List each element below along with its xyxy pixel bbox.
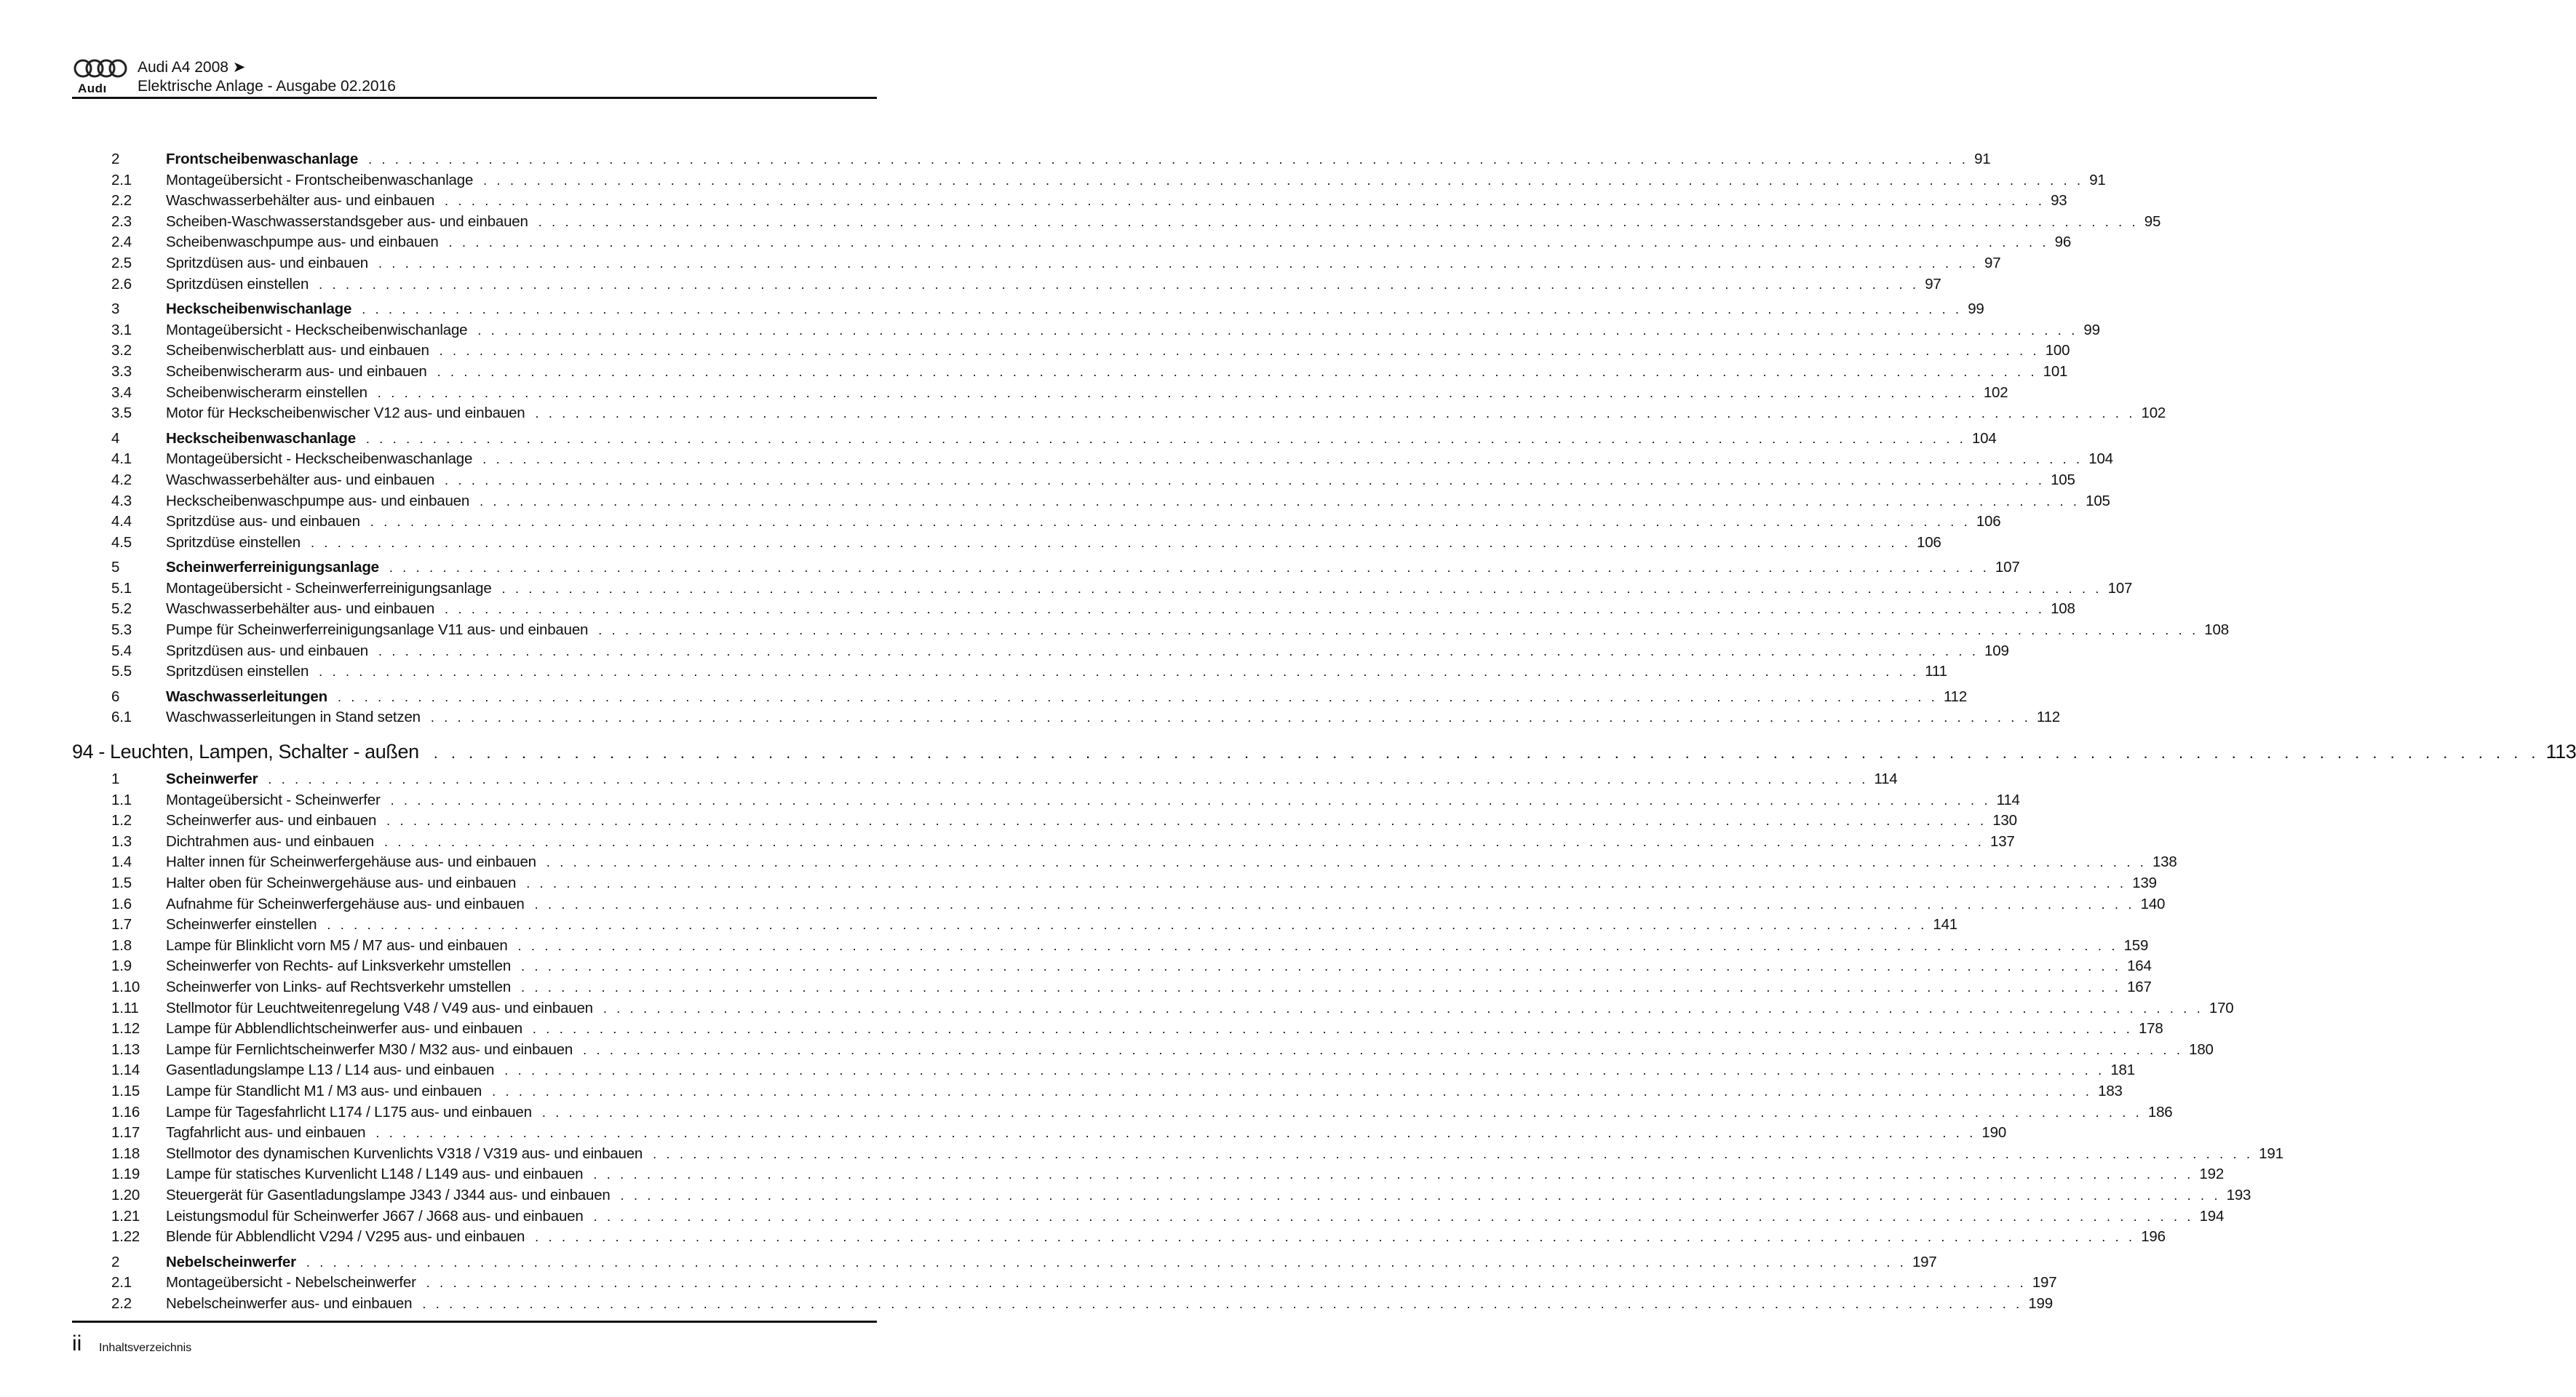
toc-entry-number: 1.8	[111, 936, 132, 954]
toc-entry-title: Scheinwerfer	[166, 771, 258, 788]
dot-leader: . . . . . . . . . . . . . . . . . . . . . . . . . . . . . . . . . . . . . . . . . . . . . . . . . . . . . . . . . . . . . . . . . . . . . . . . . . . . . . . . . . . . . . . . . . . . . . . . . . . . . . . . . . . . . . . . . . . . . . . .	[546, 855, 2147, 870]
toc-entry[interactable]	[72, 998, 2234, 1019]
toc-entry-title: Montageübersicht - Scheinwerfer	[166, 791, 381, 808]
toc-entry-page: 105	[2051, 471, 2075, 488]
toc-entry[interactable]	[72, 491, 2110, 512]
toc-entry-page: 197	[1912, 1253, 1937, 1270]
dot-leader: . . . . . . . . . . . . . . . . . . . . . . . . . . . . . . . . . . . . . . . . . . . . . . . . . . . . . . . . . . . . . . . . . . . . . . . . . . . . . . . . . . . . . . . . . . . . . . . . . . . . . . . . . . . . . . . . . . . . . . . .	[535, 1230, 2136, 1245]
toc-entry-number: 1.20	[111, 1186, 140, 1203]
toc-entry-number: 1.18	[111, 1145, 140, 1162]
toc-entry[interactable]	[72, 212, 2161, 233]
dot-leader: . . . . . . . . . . . . . . . . . . . . . . . . . . . . . . . . . . . . . . . . . . . . . . . . . . . . . . . . . . . . . . . . . . . . . . . . . . . . . . . . . . . . . . . . . . . . . . . . . . . . . . . . . . . . . . . . . . . . . . . .	[368, 152, 1969, 167]
toc-entry-number: 1.9	[111, 958, 132, 975]
toc-entry-page: 180	[2189, 1040, 2214, 1058]
toc-entry-page: 194	[2199, 1207, 2225, 1225]
dot-leader: . . . . . . . . . . . . . . . . . . . . . . . . . . . . . . . . . . . . . . . . . . . . . . . . . . . . . . . . . . . . . . . . . . . . . . . . . . . . . . . . . . . . . . . . . . . . . . . . . . . . . . . . . . . . . . . . . . . . . . . .	[653, 1146, 2254, 1161]
footer-page-number: ii	[72, 1332, 82, 1356]
toc-entry-page: 111	[1925, 663, 1947, 680]
toc-entry-title: Waschwasserbehälter aus- und einbauen	[166, 471, 435, 488]
dot-leader: . . . . . . . . . . . . . . . . . . . . . . . . . . . . . . . . . . . . . . . . . . . . . . . . . . . . . . . . . . . . . . . . . . . . . . . . . . . . . . . . . . . . . . . . . . . . . . . . . . . . . . . . . . . . . . . . . . . . . . . .	[445, 194, 2046, 209]
dot-leader: . . . . . . . . . . . . . . . . . . . . . . . . . . . . . . . . . . . . . . . . . . . . . . . . . . . . . . . . . . . . . . . . . . . . . . . . . . . . . . . . . . . . . . . . . . . . . . . . . . . . . . . . . . . . . . . . . . . . . . . .	[535, 406, 2136, 421]
dot-leader: . . . . . . . . . . . . . . . . . . . . . . . . . . . . . . . . . . . . . . . . . . . . . . . . . . . . . . . . . . . . . . . . . . . . . . . . . . . . . . . . . . . . . . . . . . . . . . . . . . . . . . . . . . . . . . . . . . . . . . . .	[310, 535, 1912, 550]
toc-entry[interactable]	[72, 956, 2152, 977]
dot-leader: . . . . . . . . . . . . . . . . . . . . . . . . . . . . . . . . . . . . . . . . . . . . . . . . . . . . . . . . . . . . . . . . . . . . . . . . . . . . . . . . . . . . . . . . . . . . . . . . . . . . . . . . . . . . . . . . . . . . . . . .	[593, 1209, 2194, 1224]
toc-entry-title: Frontscheibenwaschanlage	[166, 151, 359, 167]
toc-entry-number: 3.3	[111, 362, 132, 380]
toc-entry[interactable]	[72, 977, 2152, 998]
toc-entry-page: 106	[1917, 533, 1941, 551]
toc-entry-title: Scheibenwischerarm aus- und einbauen	[166, 362, 427, 380]
toc-entry-page: 137	[1990, 832, 2015, 850]
toc-entry[interactable]	[72, 873, 2157, 894]
toc-entry[interactable]	[72, 449, 2113, 470]
audi-rings-icon	[73, 58, 129, 79]
toc-entry[interactable]	[72, 253, 2001, 274]
dot-leader: . . . . . . . . . . . . . . . . . . . . . . . . . . . . . . . . . . . . . . . . . . . . . . . . . . . . . . . . . . . . . . . . . . . . . . . . . . . . . . . . . . . . . . . . . . . . . . . . . . . . . . . . . . . . . . . . . . . . . . . .	[426, 1275, 2027, 1291]
dot-leader: . . . . . . . . . . . . . . . . . . . . . . . . . . . . . . . . . . . . . . . . . . . . . . . . . . . . . . . . . . . . . . . . . . . . . . . . . . . . . . . . . . . . . . . . . . . . . . . . . . . . . . . . . . . . . . . . . . . . . . . .	[541, 1105, 2142, 1120]
toc-entry-number: 2.2	[111, 192, 132, 210]
toc-entry-page: 170	[2209, 999, 2234, 1016]
toc-entry-title: Spritzdüse einstellen	[166, 533, 301, 551]
toc-entry-page: 113	[2545, 741, 2576, 763]
toc-entry-number: 2.6	[111, 275, 132, 292]
dot-leader: . . . . . . . . . . . . . . . . . . . . . . . . . . . . . . . . . . . . . . . . . . . . . . . . . . . . . . . . . . . . . . . . . . . . . . . . . . . . . . . . . . . . . . . . . . . . . . . . . . . . . . . . . . . . . . . . . . . . . . . .	[390, 792, 1991, 808]
toc-entry-number: 2.4	[111, 234, 132, 251]
toc-entry[interactable]	[72, 383, 2008, 404]
toc-entry-number: 6.1	[111, 709, 132, 726]
toc-entry-page: 112	[2036, 709, 2060, 726]
toc-entry-number: 1.4	[111, 853, 132, 871]
dot-leader: . . . . . . . . . . . . . . . . . . . . . . . . . . . . . . . . . . . . . . . . . . . . . . . . . . . . . . . . . . . . . . . . . . . . . . . . . . . . . . . . . . . . . . . . . . . . . . . . . . . . . . . . . . . . . . . . . . . . . . . .	[445, 472, 2046, 487]
toc-entry-title: Nebelscheinwerfer	[166, 1253, 296, 1270]
dot-leader: . . . . . . . . . . . . . . . . . . . . . . . . . . . . . . . . . . . . . . . . . . . . . . . . . . . . . . . . . . . . . . . . . . . . . . . . . . . . . . . . . . . . . . . . . . . . . . . . . . . . . . . . . . . . . . . . . . . . . . . .	[337, 689, 1938, 704]
toc-entry-page: 107	[2107, 579, 2133, 597]
toc-entry-page: 109	[1984, 642, 2009, 659]
toc-entry-number: 3.2	[111, 342, 132, 359]
toc-entry[interactable]	[72, 915, 1958, 936]
toc-entry-page: 199	[2028, 1294, 2053, 1312]
toc-entry-number: 3.5	[111, 405, 132, 422]
toc-entry[interactable]	[72, 1206, 2225, 1227]
toc-entry-number: 2.1	[111, 171, 132, 188]
toc-entry-title: Scheibenwischerblatt aus- und einbauen	[166, 342, 429, 359]
toc-entry[interactable]	[72, 170, 2106, 191]
toc-entry-number: 4.3	[111, 492, 132, 509]
toc-entry[interactable]	[72, 557, 2020, 578]
toc-entry[interactable]	[72, 1227, 2166, 1248]
toc-entry-title: Waschwasserbehälter aus- und einbauen	[166, 600, 435, 618]
dot-leader: . . . . . . . . . . . . . . . . . . . . . . . . . . . . . . . . . . . . . . . . . . . . . . . . . . . . . . . . . . . . . . . . . . . . . . . . . . . . . . . . . . . . . . . . . . . . . . . . . . . . . . . . . . . . . . . . . . . . . . . .	[448, 235, 2049, 250]
toc-entry-title: Lampe für Standlicht M1 / M3 aus- und einbauen	[166, 1082, 482, 1099]
dot-leader: . . . . . . . . . . . . . . . . . . . . . . . . . . . . . . . . . . . . . . . . . . . . . . . . . . . . . . . . . . . . . . . . . . . . . . . . . . . . . . . . . . . . . . . . . . . . . . . . . . . . . . . . . . . . . . . . . . . . . . . .	[532, 1022, 2133, 1037]
toc-entry[interactable]	[72, 1060, 2135, 1081]
dot-leader: . . . . . . . . . . . . . . . . . . . . . . . . . . . . . . . . . . . . . . . . . . . . . . . . . . . . . . . . . . . . . . . . . . . . . . . . . . . . . . . . . . . . . . . . . . . . . . . . . . . . . . . . . . . . . . . . . . . . . . . .	[480, 493, 2080, 509]
toc-entry[interactable]	[72, 232, 2072, 253]
page-header	[72, 57, 877, 99]
toc-entry-number: 5.2	[111, 600, 132, 618]
toc-entry[interactable]	[72, 512, 2001, 533]
toc-entry-title: 94 - Leuchten, Lampen, Schalter - außen	[72, 741, 419, 763]
toc-entry-page: 91	[2089, 171, 2106, 188]
dot-leader: . . . . . . . . . . . . . . . . . . . . . . . . . . . . . . . . . . . . . . . . . . . . . . . . . . . . . . . . . . . . . . . . . . . . . . . . . . . . . . . . . . . . . . . . . . . . . . . . . . . . . . . . . . . . . . . . . . . . . . . .	[603, 1000, 2203, 1016]
header-manual-title: Elektrische Anlage - Ausgabe 02.2016	[138, 78, 396, 95]
toc-entry-number: 1.11	[111, 999, 139, 1016]
toc-entry-title: Tagfahrlicht aus- und einbauen	[166, 1124, 366, 1142]
toc-entry-title: Halter innen für Scheinwerfergehäuse aus- und einbauen	[166, 853, 536, 871]
dot-leader: . . . . . . . . . . . . . . . . . . . . . . . . . . . . . . . . . . . . . . . . . . . . . . . . . . . . . . . . . . . . . . . . . . . . . . . . . . . . . . . . . . . . . . . . . . . . . . . . . . . . . . . . . . . . . . . . . . . . . . . .	[504, 1063, 2105, 1078]
dot-leader: . . . . . . . . . . . . . . . . . . . . . . . . . . . . . . . . . . . . . . . . . . . . . . . . . . . . . . . . . . . . . . . . . . . . . . . . . . . . . . . . . . . . . . . . . . . . . . . . . . . . . . . . . . . . . . . . . . . . . . . .	[492, 1083, 2093, 1099]
dot-leader: . . . . . . . . . . . . . . . . . . . . . . . . . . . . . . . . . . . . . . . . . . . . . . . . . . . . . . . . . . . . . . . . . . . . . . . . . . . . . . . . . . . . . . . . . . . . . . . . . . . . . . . . . . . . . . . . . . . . . . . .	[319, 276, 1920, 292]
toc-entry[interactable]	[72, 403, 2166, 424]
toc-entry[interactable]	[72, 578, 2133, 600]
toc-entry-number: 4	[111, 429, 120, 447]
dot-leader: . . . . . . . . . . . . . . . . . . . . . . . . . . . . . . . . . . . . . . . . . . . . . . . . . . . . . . . . . . . . . . . . . . . . . . . . . . . . . . . . . . . . . . . . . . . . . . . . . . . . . . . . . . . . . . . . . . . . . . . .	[422, 1296, 2023, 1311]
toc-entry-page: 101	[2043, 362, 2068, 380]
toc-entry-title: Aufnahme für Scheinwerfergehäuse aus- und einbauen	[166, 895, 525, 912]
dot-leader: . . . . . . . . . . . . . . . . . . . . . . . . . . . . . . . . . . . . . . . . . . . . . . . . . . . . . . . . . . . . . . . . . . . . . . . . . . . . . . . . . . . . . . . . . . . . . . . . . . . . . . . . . . . . . . . . . . . . . . . .	[389, 560, 1989, 576]
toc-entry-title: Montageübersicht - Frontscheibenwaschanlage	[166, 171, 474, 188]
toc-entry-page: 96	[2054, 234, 2072, 251]
toc-entry-page: 114	[1996, 791, 2020, 808]
toc-entry-title: Spritzdüsen aus- und einbauen	[166, 642, 368, 659]
toc-entry[interactable]	[72, 936, 2149, 957]
footer-rule	[72, 1321, 877, 1323]
toc-entry[interactable]	[72, 1040, 2214, 1061]
toc-entry-page: 114	[1874, 771, 1898, 788]
dot-leader: . . . . . . . . . . . . . . . . . . . . . . . . . . . . . . . . . . . . . . . . . . . . . . . . . . . . . . . . . . . . . . . . . . . . . . . . . . . . . . . . . . . . . . . . . . . . . . . . . . . . . . . . . . . . . . . . . . . . . . . .	[378, 255, 1979, 271]
toc-entry-number: 1.14	[111, 1062, 140, 1079]
toc-entry-number: 1	[111, 771, 120, 788]
toc-entry[interactable]	[72, 641, 2009, 662]
toc-entry-page: 106	[1976, 513, 2001, 530]
toc-entry-number: 1.15	[111, 1082, 140, 1099]
dot-leader: . . . . . . . . . . . . . . . . . . . . . . . . . . . . . . . . . . . . . . . . . . . . . . . . . . . . . . . . . . . . . . . . . . . . . . . . . . . . . . . . . . . . . . . . . . . . . . . . . . . . . . . . . . . . . . . . . . . . . . . .	[375, 1126, 1976, 1141]
toc-entry-page: 139	[2132, 875, 2157, 891]
toc-entry-page: 138	[2152, 853, 2177, 871]
toc-entry[interactable]	[72, 811, 2017, 832]
toc-entry-page: 141	[1933, 916, 1958, 934]
toc-entry-title: Scheibenwaschpumpe aus- und einbauen	[166, 234, 439, 251]
toc-entry[interactable]	[72, 739, 2576, 765]
toc-entry-number: 5	[111, 559, 120, 576]
toc-entry-page: 181	[2110, 1062, 2135, 1079]
dot-leader: . . . . . . . . . . . . . . . . . . . . . . . . . . . . . . . . . . . . . . . . . . . . . . . . . . . . . . . . . . . . . . . . . . . . . . . . . . . . . . . . . . . . . . . . . . . . . . . . . . . . . . . . . . . . . . . . . . . . . . . .	[538, 214, 2139, 229]
dot-leader: . . . . . . . . . . . . . . . . . . . . . . . . . . . . . . . . . . . . . . . . . . . . . . . . . . . . . . . . . . . . . . . . . . . . . . . . . . . . . . . . . . . . . . . . . . . . . . . . . . . . . . . . . . . . . . . . . . . . . . . .	[501, 581, 2102, 596]
toc-entry-number: 5.4	[111, 642, 132, 659]
toc-entry[interactable]	[72, 1185, 2251, 1206]
toc-entry-number: 2.1	[111, 1274, 132, 1291]
toc-entry-page: 104	[2088, 450, 2113, 468]
toc-entry[interactable]	[72, 362, 2068, 383]
toc-entry-page: 97	[1925, 275, 1941, 292]
toc-entry-title: Motor für Heckscheibenwischer V12 aus- und einbauen	[166, 405, 525, 422]
toc-entry-title: Montageübersicht - Heckscheibenwischanlage	[166, 321, 468, 338]
toc-entry-title: Lampe für Fernlichtscheinwerfer M30 / M32 aus- und einbauen	[166, 1040, 573, 1058]
toc-entry-number: 1.1	[111, 791, 132, 808]
toc-entry-number: 3.4	[111, 383, 132, 401]
toc-entry[interactable]	[72, 341, 2070, 362]
toc-entry[interactable]	[72, 533, 1941, 554]
dot-leader: . . . . . . . . . . . . . . . . . . . . . . . . . . . . . . . . . . . . . . . . . . . . . . . . . . . . . . . . . . . . . . . . . . . . . . . . . . . . . . . . . . . . . . . . . . . . . . . . . . . . . . . . . . . . . . . . . . . . . . . .	[439, 343, 2040, 359]
toc-entry-page: 99	[1968, 301, 1984, 318]
toc-entry-number: 5.3	[111, 621, 132, 639]
toc-entry-title: Scheiben-Waschwasserstandsgeber aus- und einbauen	[166, 212, 528, 230]
toc-entry-number: 1.2	[111, 812, 132, 829]
toc-entry-number: 2.2	[111, 1294, 132, 1312]
toc-entry-page: 130	[1992, 812, 2017, 829]
toc-entry[interactable]	[72, 470, 2075, 491]
toc-entry-title: Montageübersicht - Heckscheibenwaschanlage	[166, 450, 473, 468]
dot-leader: . . . . . . . . . . . . . . . . . . . . . . . . . . . . . . . . . . . . . . . . . . . . . . . . . . . . . . . . . . . . . . . . . . . . . . . . . . . . . . . . . . . . . . . . . . . . . . . . . . . . . . . . . . . . . . . . . . . . . . . .	[477, 322, 2078, 338]
dot-leader: . . . . . . . . . . . . . . . . . . . . . . . . . . . . . . . . . . . . . . . . . . . . . . . . . . . . . . . . . . . . . . . . . . . . . . . . . . . . . . . . . . . . . . . . . . . . . . . . . . . . . . . . . . . . . . . . . . . . . . . .	[268, 772, 1869, 787]
toc-entry-number: 1.6	[111, 895, 132, 912]
dot-leader: . . . . . . . . . . . . . . . . . . . . . . . . . . . . . . . . . . . . . . . . . . . . . . . . . . . . . . . . . . . . . . . . . . . . . . . . . . . . . . . . . . . . . . . . . . . . . . . . . . . . . . . . . . . . . . . . . . . . . . . .	[378, 643, 1979, 658]
toc-entry[interactable]	[72, 661, 1947, 682]
toc-entry-title: Spritzdüsen einstellen	[166, 275, 309, 292]
toc-entry-page: 193	[2226, 1186, 2251, 1203]
toc-entry-title: Lampe für Abblendlichtscheinwerfer aus- und einbauen	[166, 1020, 522, 1038]
toc-entry-title: Scheinwerfer von Rechts- auf Linksverkehr umstellen	[166, 958, 512, 975]
toc-entry-title: Montageübersicht - Nebelscheinwerfer	[166, 1274, 416, 1291]
dot-leader: . . . . . . . . . . . . . . . . . . . . . . . . . . . . . . . . . . . . . . . . . . . . . . . . . . . . . . . . . . . . . . . . . . . . . . . . . . . . . . . . . . . . . . . . . . . . . . . . . . . . . . . . . . . . . . . . . . . . . . . .	[534, 896, 2135, 912]
toc-entry[interactable]	[72, 832, 2015, 853]
toc-entry-number: 1.10	[111, 978, 140, 995]
toc-entry[interactable]	[72, 687, 1968, 708]
toc-entry-title: Scheibenwischerarm einstellen	[166, 383, 367, 401]
toc-entry-page: 167	[2127, 978, 2152, 995]
toc-entry-page: 91	[1974, 151, 1991, 167]
dot-leader: . . . . . . . . . . . . . . . . . . . . . . . . . . . . . . . . . . . . . . . . . . . . . . . . . . . . . . . . . . . . . . . . . . . . . . . . . . . . . . . . . . . . . . . . . . . . . . . . . . . . . . . . . . . . . . . . . . . . . . . .	[362, 302, 1963, 317]
dot-leader: . . . . . . . . . . . . . . . . . . . . . . . . . . . . . . . . . . . . . . . . . . . . . . . . . . . . . . . . . . . . . . . . . . . . . . . . . . . . . . . . . . . . . . . . . . . . . . . . . . . . . . . . . . . . . . . . . . . . . . . .	[306, 1254, 1907, 1270]
toc-entry-page: 178	[2138, 1020, 2163, 1038]
toc-entry-number: 1.12	[111, 1020, 140, 1038]
toc-entry-title: Gasentladungslampe L13 / L14 aus- und einbauen	[166, 1062, 495, 1079]
toc-entry-title: Scheinwerfer von Links- auf Rechtsverkehr umstellen	[166, 978, 512, 995]
dot-leader: . . . . . . . . . . . . . . . . . . . . . . . . . . . . . . . . . . . . . . . . . . . . . . . . . . . . . . . . . . . . . . . . . . . . . . . . . . . . . . . . . . . . . . . . . . . . . . . . . . . . . . . . . . . . . . . . . . . . . . . .	[482, 452, 2083, 467]
toc-entry[interactable]	[72, 852, 2177, 873]
toc-entry-number: 1.13	[111, 1040, 140, 1058]
toc-entry-title: Spritzdüsen einstellen	[166, 663, 309, 680]
dot-leader: . . . . . . . . . . . . . . . . . . . . . . . . . . . . . . . . . . . . . . . . . . . . . . . . . . . . . . . . . . . . . . . . . . . . . . . . . . . . . . . . . . . . . . . . . . . . . . . . . . . . . . . . . . . . . . . . . . . . . . . .	[521, 959, 2122, 974]
toc-entry-page: 108	[2051, 600, 2075, 618]
toc-entry-title: Heckscheibenwaschanlage	[166, 429, 356, 447]
toc-entry-title: Steuergerät für Gasentladungslampe J343 / J344 aus- und einbauen	[166, 1186, 611, 1203]
footer-label: Inhaltsverzeichnis	[99, 1342, 192, 1354]
table-of-contents	[72, 145, 2576, 1314]
dot-leader: . . . . . . . . . . . . . . . . . . . . . . . . . . . . . . . . . . . . . . . . . . . . . . . . . . . . . . . . . . . . . . . . . . . . . . . . . . . . . . . . . . . . . . . . . . . . . . . . . . . . . . . . . . . . . . . . . . . . . . . .	[383, 834, 1984, 849]
toc-entry-title: Leistungsmodul für Scheinwerfer J667 / J668 aus- und einbauen	[166, 1207, 584, 1225]
header-model: Audi A4 2008 ➤	[138, 59, 246, 76]
toc-entry-title: Lampe für Blinklicht vorn M5 / M7 aus- und einbauen	[166, 936, 508, 954]
toc-entry-title: Waschwasserleitungen	[166, 688, 327, 705]
toc-entry-number: 4.4	[111, 513, 132, 530]
toc-entry-title: Halter oben für Scheinwergehäuse aus- und einbauen	[166, 875, 517, 891]
toc-entry-page: 108	[2204, 621, 2229, 639]
dot-leader: . . . . . . . . . . . . . . . . . . . . . . . . . . . . . . . . . . . . . . . . . . . . . . . . . . . . . . . . . . . . . . . . . . . . . . . . . . . . . . . . . . . . . . . . . . . . . . . . . . . . . . . . . . . . . . . . . . . . . . . .	[526, 876, 2127, 891]
toc-entry[interactable]	[72, 1102, 2173, 1123]
toc-entry-title: Montageübersicht - Scheinwerferreinigungsanlage	[166, 579, 492, 597]
dot-leader: . . . . . . . . . . . . . . . . . . . . . . . . . . . . . . . . . . . . . . . . . . . . . . . . . . . . . . . . . . . . . . . . . . . . . . . . . . . . . . . . . . . . . . . . . . . . . . . . . . . . . . . . . . . . . . . . . . . . . . . .	[319, 664, 1920, 680]
dot-leader: . . . . . . . . . . . . . . . . . . . . . . . . . . . . . . . . . . . . . . . . . . . . . . . . . . . . . . . . . . . . . . . . . . . . . . . . . . . . . . . . . . . . . . . . . . . . . . . . . . . . . . . . . . . . . . . . . . . . . . . .	[517, 938, 2118, 953]
toc-entry-page: 191	[2259, 1145, 2283, 1162]
toc-entry-title: Scheinwerferreinigungsanlage	[166, 559, 379, 576]
toc-entry-title: Lampe für statisches Kurvenlicht L148 / L149 aus- und einbauen	[166, 1166, 584, 1183]
toc-entry-page: 102	[1983, 383, 2008, 401]
toc-entry[interactable]	[72, 191, 2067, 212]
toc-entry-page: 95	[2144, 212, 2161, 230]
toc-entry-page: 112	[1944, 688, 1968, 705]
toc-entry-page: 196	[2141, 1228, 2166, 1246]
dot-leader: . . . . . . . . . . . . . . . . . . . . . . . . . . . . . . . . . . . . . . . . . . . . . . . . . . . . . . . . . . . . . . . . . . . . . . . . . . . . . . . . . . . . . . . . . . . . . . . . . . . . . . . . . . . . . . . . . . . . . . . .	[386, 813, 1987, 829]
dot-leader: . . . . . . . . . . . . . . . . . . . . . . . . . . . . . . . . . . . . . . . . . . . . . . . . . . . . . . . . . . . . . . . . . . . . . . . . . . . . . . . . . . . . . . . . . . . . . . . . . . . . . . . . . . . . . . . . . . . . . . . .	[437, 364, 2038, 379]
toc-entry[interactable]	[72, 620, 2229, 641]
dot-leader: . . . . . . . . . . . . . . . . . . . . . . . . . . . . . . . . . . . . . . . . . . . . . . . . . . . . . . . . . . . . . . . . . . . . . . . . . . . . . . . . . . . . . . . . . . . . . . . . . . . . . . . . . . . . . . . . . . . . . . . .	[521, 979, 2122, 995]
audi-wordmark: Audı	[78, 81, 107, 95]
dot-leader: . . . . . . . . . . . . . . . . . . . . . . . . . . . . . . . . . . . . . . . . . . . . . . . . . . . . . . . . . . . . . . . . . . . . . . . . . . . . . . . . . . . . . . . . . . . . . . . . . . . . . . . . . . . . . . . . . . . . . . . .	[598, 623, 2199, 638]
toc-entry[interactable]	[72, 894, 2166, 915]
toc-entry-page: 190	[1981, 1124, 2007, 1142]
toc-entry-number: 1.22	[111, 1228, 140, 1246]
toc-entry-title: Heckscheibenwischanlage	[166, 301, 352, 318]
dot-leader: . . . . . . . . . . . . . . . . . . . . . . . . . . . . . . . . . . . . . . . . . . . . . . . . . . . . . . . . . . . . . . . . . . . . . . . . . . . . . . . . . . . . . . . . . . . . . . . . . . . . . . . . . . . . . . . . . . . . . . . .	[370, 514, 1971, 530]
toc-entry[interactable]	[72, 1273, 2057, 1294]
toc-entry-page: 192	[2199, 1166, 2225, 1183]
dot-leader: . . . . . . . . . . . . . . . . . . . . . . . . . . . . . . . . . . . . . . . . . . . . . . . . . . . . . . . . . . . . . . . . . . . . . . . . . . . . . . . . . . . . . . . . . . . . . . . . . . . . . . . . . . . . . . . . . . . . . . . .	[620, 1187, 2221, 1203]
dot-leader: . . . . . . . . . . . . . . . . . . . . . . . . . . . . . . . . . . . . . . . . . . . . . . . . . . . . . . . . . . . . . . . . . . . . . . . . . . . . . . . . . . . . . . . . . . . . . . . . . . . . . . . . . . . . . . . . . . . . . . . .	[377, 385, 1978, 400]
toc-entry[interactable]	[72, 599, 2075, 620]
toc-entry-page: 105	[2086, 492, 2110, 509]
toc-entry-page: 107	[1995, 559, 2020, 576]
audi-logo	[72, 57, 127, 93]
toc-entry[interactable]	[72, 299, 1984, 320]
dot-leader: . . . . . . . . . . . . . . . . . . . . . . . . . . . . . . . . . . . . . . . . . . . . . . . . . . . . . . . . . . . . . . . . . . . . . . . . . . . . . . . . . . . . . . . . . . . . . . . . . . . . . . . . . . . . . . . . . . . . . . . .	[327, 918, 1928, 933]
toc-entry-number: 2	[111, 151, 120, 167]
toc-entry-number: 1.3	[111, 832, 132, 850]
toc-entry-page: 164	[2127, 958, 2152, 975]
toc-entry-number: 2	[111, 1253, 120, 1270]
toc-entry-number: 1.16	[111, 1103, 140, 1121]
toc-entry-number: 2.3	[111, 212, 132, 230]
toc-entry-title: Scheinwerfer einstellen	[166, 916, 317, 934]
toc-entry-number: 1.21	[111, 1207, 140, 1225]
toc-entry-title: Nebelscheinwerfer aus- und einbauen	[166, 1294, 413, 1312]
toc-entry[interactable]	[72, 1252, 1937, 1273]
toc-entry-page: 197	[2032, 1274, 2057, 1291]
dot-leader: . . . . . . . . . . . . . . . . . . . . . . . . . . . . . . . . . . . . . . . . . . . . . . . . . . . . . . . . . . . . . . . . . . . . . . . . . . . . . . . . . . . . . . . . . . . . . . . . . . . . . . . . . . . . . . . . . . . . . . . .	[583, 1042, 2184, 1057]
toc-entry[interactable]	[72, 707, 2060, 728]
toc-entry-number: 1.7	[111, 916, 132, 934]
toc-entry[interactable]	[72, 1123, 2007, 1144]
toc-entry-title: Waschwasserbehälter aus- und einbauen	[166, 192, 435, 210]
toc-entry-title: Scheinwerfer aus- und einbauen	[166, 812, 377, 829]
toc-entry[interactable]	[72, 429, 1997, 450]
toc-entry-page: 159	[2123, 936, 2149, 954]
toc-entry-title: Stellmotor des dynamischen Kurvenlichts V318 / V319 aus- und einbauen	[166, 1145, 643, 1162]
toc-entry-page: 97	[1984, 254, 2001, 271]
toc-entry-title: Blende für Abblendlicht V294 / V295 aus- und einbauen	[166, 1228, 525, 1246]
dot-leader: . . . . . . . . . . . . . . . . . . . . . . . . . . . . . . . . . . . . . . . . . . . . . . . . . . . . . . . . . . . . . . . . . . . . . . . . . . . . . . . . . . . . . . . . . . . . . . . . . . . . . . . . . . . . . . . . . . . . . . . .	[483, 172, 2084, 188]
toc-entry-number: 5.1	[111, 579, 132, 597]
toc-entry[interactable]	[72, 769, 1898, 790]
toc-entry-page: 102	[2141, 405, 2166, 422]
toc-entry[interactable]	[72, 790, 2020, 811]
toc-entry-number: 3.1	[111, 321, 132, 338]
toc-entry-number: 1.17	[111, 1124, 140, 1142]
toc-entry-page: 99	[2083, 321, 2100, 338]
dot-leader: . . . . . . . . . . . . . . . . . . . . . . . . . . . . . . . . . . . . . . . . . . . . . . . . . . . . . . . . . . . . . . . . . . . . . . . . . . . . . . . . . . . . . . . . . . . . . . . . . . . . . . . . . . . . . . . . . . . . . . . .	[593, 1167, 2194, 1182]
toc-entry-page: 186	[2147, 1103, 2173, 1121]
toc-entry[interactable]	[72, 1081, 2123, 1102]
toc-entry-number: 4.2	[111, 471, 132, 488]
toc-entry-page: 183	[2098, 1082, 2123, 1099]
toc-entry-title: Dichtrahmen aus- und einbauen	[166, 832, 374, 850]
toc-entry-page: 93	[2051, 192, 2067, 210]
toc-entry[interactable]	[72, 1294, 2053, 1315]
toc-entry[interactable]	[72, 149, 1991, 170]
toc-entry-title: Lampe für Tagesfahrlicht L174 / L175 aus- und einbauen	[166, 1103, 532, 1121]
toc-entry[interactable]	[72, 1144, 2283, 1165]
toc-entry-title: Heckscheibenwaschpumpe aus- und einbauen	[166, 492, 470, 509]
dot-leader: . . . . . . . . . . . . . . . . . . . . . . . . . . . . . . . . . . . . . . . . . . . . . . . . . . . . . . . . . . . . . . . . . . . . . . . . . . . . . . . . . . . . . . . . . . . . . . . . . . . . . . . . . . . . . . . . . . . . . . . .	[433, 744, 2540, 763]
toc-entry-title: Stellmotor für Leuchtweitenregelung V48 / V49 aus- und einbauen	[166, 999, 593, 1016]
toc-entry[interactable]	[72, 1019, 2163, 1040]
toc-entry-page: 100	[2045, 342, 2070, 359]
dot-leader: . . . . . . . . . . . . . . . . . . . . . . . . . . . . . . . . . . . . . . . . . . . . . . . . . . . . . . . . . . . . . . . . . . . . . . . . . . . . . . . . . . . . . . . . . . . . . . . . . . . . . . . . . . . . . . . . . . . . . . . .	[445, 602, 2046, 617]
toc-entry[interactable]	[72, 274, 1941, 295]
toc-entry-title: Pumpe für Scheinwerferreinigungsanlage V11 aus- und einbauen	[166, 621, 589, 639]
toc-entry-number: 3	[111, 301, 120, 318]
toc-entry-number: 6	[111, 688, 120, 705]
toc-entry-number: 1.19	[111, 1166, 140, 1183]
dot-leader: . . . . . . . . . . . . . . . . . . . . . . . . . . . . . . . . . . . . . . . . . . . . . . . . . . . . . . . . . . . . . . . . . . . . . . . . . . . . . . . . . . . . . . . . . . . . . . . . . . . . . . . . . . . . . . . . . . . . . . . .	[365, 431, 1966, 446]
toc-entry-page: 140	[2140, 895, 2166, 912]
dot-leader: . . . . . . . . . . . . . . . . . . . . . . . . . . . . . . . . . . . . . . . . . . . . . . . . . . . . . . . . . . . . . . . . . . . . . . . . . . . . . . . . . . . . . . . . . . . . . . . . . . . . . . . . . . . . . . . . . . . . . . . .	[430, 710, 2031, 725]
toc-entry-number: 4.1	[111, 450, 132, 468]
toc-entry[interactable]	[72, 1164, 2225, 1185]
toc-entry-number: 2.5	[111, 254, 132, 271]
toc-entry[interactable]	[72, 320, 2100, 341]
toc-entry-title: Waschwasserleitungen in Stand setzen	[166, 709, 421, 726]
toc-entry-number: 1.5	[111, 875, 132, 891]
toc-entry-title: Spritzdüse aus- und einbauen	[166, 513, 360, 530]
toc-entry-title: Spritzdüsen aus- und einbauen	[166, 254, 368, 271]
toc-entry-page: 104	[1971, 429, 1997, 447]
toc-entry-number: 5.5	[111, 663, 132, 680]
toc-entry-number: 4.5	[111, 533, 132, 551]
